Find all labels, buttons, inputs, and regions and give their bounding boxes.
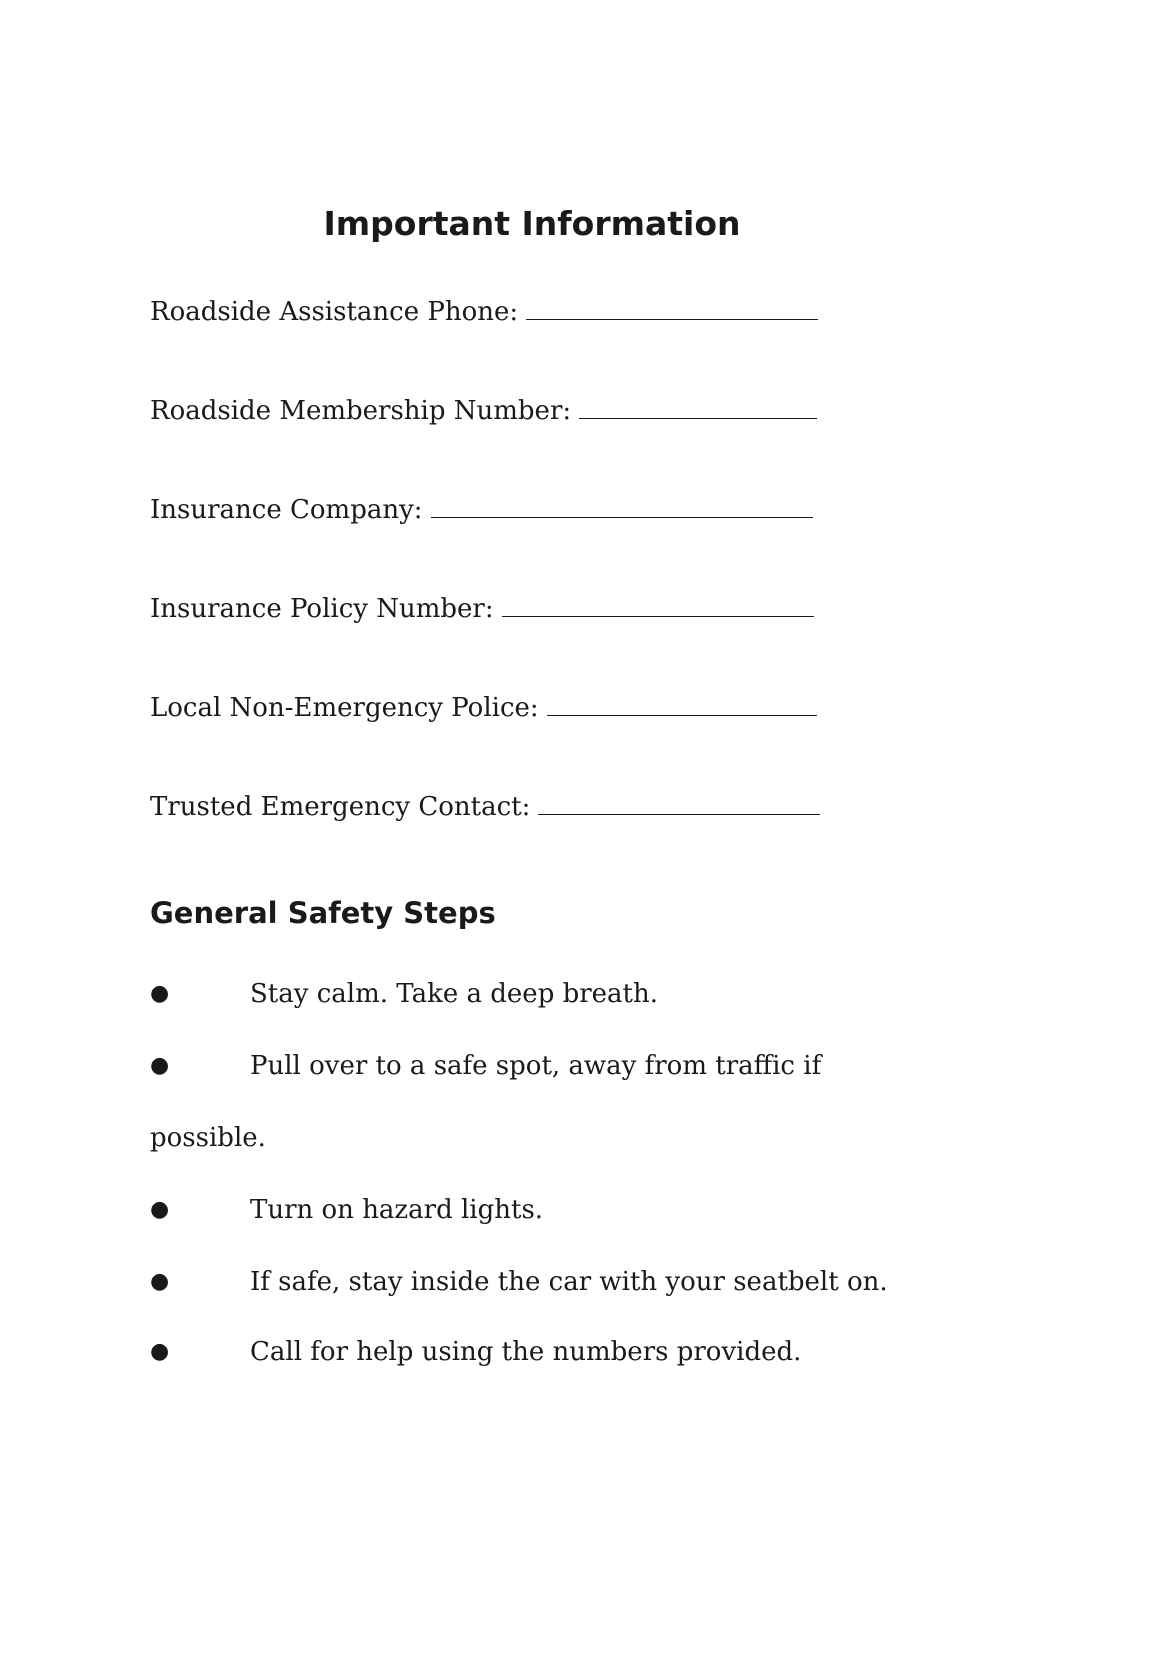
step-text-continuation: possible. <box>150 1123 266 1153</box>
bullet-icon: ● <box>150 1197 170 1222</box>
fill-in-line[interactable] <box>547 689 817 716</box>
field-label: Insurance Company: <box>150 495 423 525</box>
step-text: If safe, stay inside the car with your seatbelt on. <box>250 1267 888 1297</box>
bullet-icon: ● <box>150 1053 170 1078</box>
safety-steps-heading: General Safety Steps <box>150 896 496 930</box>
field-label: Insurance Policy Number: <box>150 594 494 624</box>
step-text: Stay calm. Take a deep breath. <box>250 979 659 1009</box>
bullet-icon: ● <box>150 981 170 1006</box>
field-label: Local Non-Emergency Police: <box>150 693 539 723</box>
fill-in-line[interactable] <box>538 788 820 815</box>
roadside-membership-field <box>150 391 850 431</box>
fill-in-line[interactable] <box>579 392 817 419</box>
bullet-icon: ● <box>150 1269 170 1294</box>
emergency-contact-field <box>150 787 850 827</box>
bullet-icon: ● <box>150 1339 170 1364</box>
roadside-phone-field <box>150 292 850 332</box>
insurance-policy-field <box>150 589 850 629</box>
field-label: Roadside Assistance Phone: <box>150 297 519 327</box>
step-text: Turn on hazard lights. <box>250 1195 544 1225</box>
field-label: Roadside Membership Number: <box>150 396 572 426</box>
fill-in-line[interactable] <box>431 491 813 518</box>
field-label: Trusted Emergency Contact: <box>150 792 531 822</box>
step-text: Pull over to a safe spot, away from traffic if <box>250 1051 822 1081</box>
insurance-company-field <box>150 490 850 530</box>
fill-in-line[interactable] <box>526 293 818 320</box>
fill-in-line[interactable] <box>502 590 814 617</box>
page-title: Important Information <box>323 204 741 243</box>
step-text: Call for help using the numbers provided. <box>250 1337 802 1367</box>
local-police-field <box>150 688 850 728</box>
